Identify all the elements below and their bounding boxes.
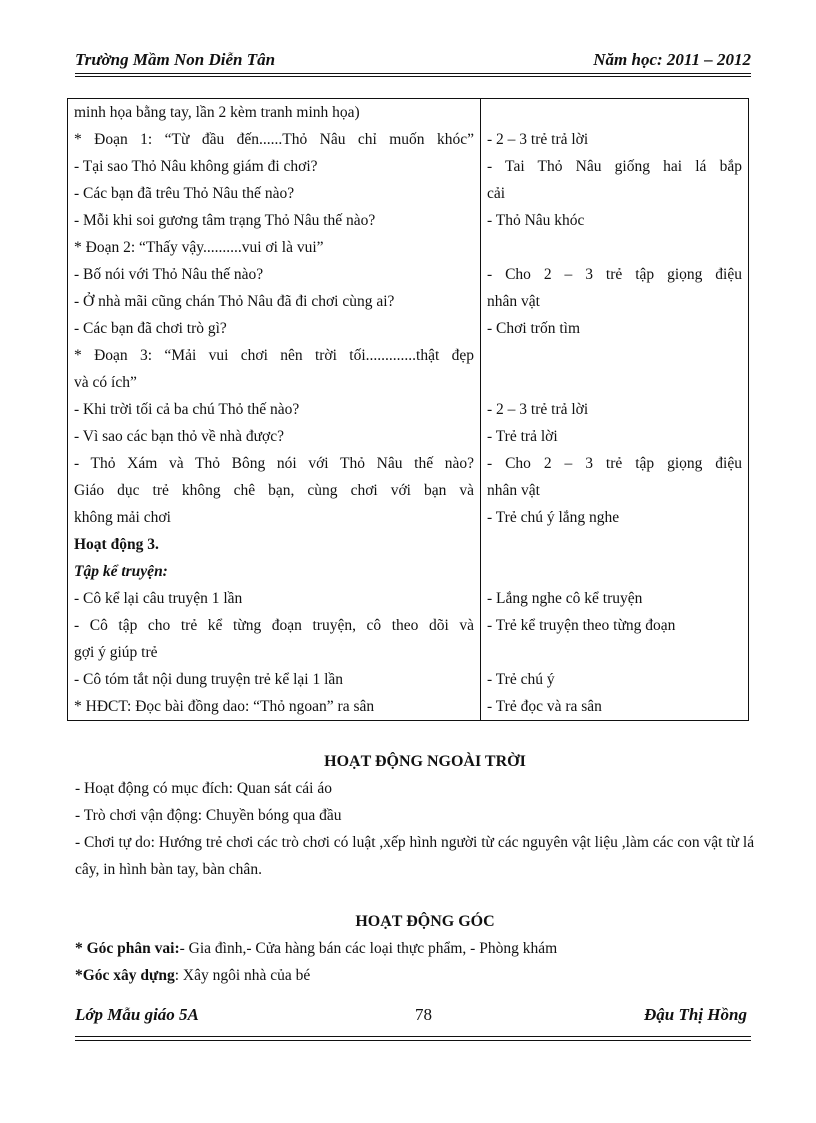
row-left-text: * Đoạn 3: “Mải vui chơi nên trời tối.............thật đẹp <box>74 347 474 364</box>
outdoor-line: - Trò chơi vận động: Chuyền bóng qua đầu <box>75 807 342 824</box>
row-left-cell <box>68 558 481 585</box>
row-right-text: - Cho 2 – 3 trẻ tập giọng điệu <box>487 455 742 472</box>
row-right-text: cải <box>487 185 506 202</box>
row-right-cell <box>481 666 749 693</box>
row-right-cell <box>481 153 749 180</box>
row-right-cell <box>481 585 749 612</box>
row-right-cell <box>481 612 749 639</box>
row-left-cell <box>68 396 481 423</box>
table-row <box>68 477 749 504</box>
row-left-cell <box>68 153 481 180</box>
table-row <box>68 207 749 234</box>
corner-label: * Góc phân vai: <box>75 940 180 957</box>
row-left-cell <box>68 477 481 504</box>
page-footer <box>75 1005 747 1029</box>
row-left-cell <box>68 612 481 639</box>
corner-title: HOẠT ĐỘNG GÓC <box>355 913 495 930</box>
outdoor-title: HOẠT ĐỘNG NGOÀI TRỜI <box>324 753 526 770</box>
row-right-text: - Trẻ trả lời <box>487 428 558 445</box>
row-left-text: - Tại sao Thỏ Nâu không giám đi chơi? <box>74 158 318 175</box>
row-left-text: và có ích” <box>74 374 137 391</box>
table-row <box>68 153 749 180</box>
row-left-text: - Vì sao các bạn thỏ về nhà được? <box>74 428 284 445</box>
table-row <box>68 315 749 342</box>
row-left-cell <box>68 666 481 693</box>
row-right-cell <box>481 558 749 585</box>
row-right-text: - Trẻ kể truyện theo từng đoạn <box>487 617 676 634</box>
table-row <box>68 639 749 666</box>
row-left-text: - Bố nói với Thỏ Nâu thế nào? <box>74 266 264 283</box>
table-row <box>68 126 749 153</box>
row-right-cell <box>481 288 749 315</box>
row-right-cell <box>481 315 749 342</box>
corner-text: : Xây ngôi nhà của bé <box>174 967 311 984</box>
header-rule <box>75 73 751 74</box>
outdoor-section <box>75 748 775 883</box>
row-right-cell <box>481 639 749 666</box>
row-left-text: * HĐCT: Đọc bài đồng dao: “Thỏ ngoan” ra sân <box>74 698 375 715</box>
outdoor-line: - Hoạt động có mục đích: Quan sát cái áo <box>75 780 332 797</box>
row-left-cell <box>68 342 481 369</box>
row-right-cell <box>481 693 749 721</box>
row-right-text: - Trẻ chú ý lắng nghe <box>487 509 620 526</box>
row-left-text: gợi ý giúp trẻ <box>74 644 158 661</box>
row-left-cell <box>68 450 481 477</box>
row-left-text: - Các bạn đã trêu Thỏ Nâu thế nào? <box>74 185 295 202</box>
row-right-text: - 2 – 3 trẻ trả lời <box>487 131 589 148</box>
corner-label: *Góc xây dựng <box>75 967 175 984</box>
row-left-cell <box>68 261 481 288</box>
table-row <box>68 666 749 693</box>
row-left-text: * Đoạn 1: “Từ đầu đến......Thỏ Nâu chỉ muốn khóc” <box>74 131 474 148</box>
table-row <box>68 261 749 288</box>
row-right-cell <box>481 450 749 477</box>
row-right-text: nhân vật <box>487 293 540 310</box>
row-left-text: - Cô tập cho trẻ kể từng đoạn truyện, cô theo dõi và <box>74 617 474 634</box>
footer-class: Lớp Mẫu giáo 5A <box>75 1005 199 1024</box>
table-row <box>68 693 749 721</box>
table-row <box>68 504 749 531</box>
row-right-cell <box>481 369 749 396</box>
table-row <box>68 585 749 612</box>
row-left-text: * Đoạn 2: “Thấy vậy..........vui ơi là vui” <box>74 239 324 256</box>
row-right-cell <box>481 342 749 369</box>
lesson-table <box>67 98 749 721</box>
row-right-text: - Thỏ Nâu khóc <box>487 212 585 229</box>
school-name: Trường Mầm Non Diễn Tân <box>75 50 276 69</box>
table-row <box>68 288 749 315</box>
table-row <box>68 342 749 369</box>
row-right-text: nhân vật <box>487 482 540 499</box>
row-right-cell <box>481 180 749 207</box>
school-year: Năm học: 2011 – 2012 <box>593 50 751 69</box>
outdoor-line: - Chơi tự do: Hướng trẻ chơi các trò chơi có luật ,xếp hình người từ các nguyên vật liệu ,làm các con vật từ lá cây, in hình bàn tay, bàn chân. <box>75 834 755 878</box>
row-right-text: - Lắng nghe cô kể truyện <box>487 590 643 607</box>
row-left-text: - Cô kể lại câu truyện 1 lần <box>74 590 243 607</box>
table-row <box>68 423 749 450</box>
row-left-cell <box>68 585 481 612</box>
row-right-text: - 2 – 3 trẻ trả lời <box>487 401 589 418</box>
row-right-cell <box>481 531 749 558</box>
row-right-cell <box>481 126 749 153</box>
row-right-text: - Trẻ đọc và ra sân <box>487 698 602 715</box>
row-left-cell <box>68 315 481 342</box>
row-left-cell <box>68 180 481 207</box>
row-left-text: Tập kể truyện: <box>74 563 168 580</box>
page-number: 78 <box>415 1005 432 1024</box>
row-left-cell <box>68 531 481 558</box>
row-left-cell <box>68 126 481 153</box>
row-right-cell <box>481 234 749 261</box>
corner-text: - Gia đình,- Cửa hàng bán các loại thực phẩm, - Phòng khám <box>179 940 558 957</box>
table-row <box>68 531 749 558</box>
corner-item-role <box>75 935 775 962</box>
page-header <box>75 50 751 72</box>
footer-author: Đậu Thị Hồng <box>644 1005 747 1024</box>
row-left-text: Giáo dục trẻ không chê bạn, cùng chơi với bạn và <box>74 482 474 499</box>
header-rule-2 <box>75 76 751 77</box>
row-left-text: minh họa bằng tay, lần 2 kèm tranh minh họa) <box>74 104 360 121</box>
row-right-text: - Chơi trốn tìm <box>487 320 581 337</box>
table-row <box>68 369 749 396</box>
row-left-text: Hoạt động 3. <box>74 536 159 553</box>
row-left-text: - Các bạn đã chơi trò gì? <box>74 320 227 337</box>
table-row <box>68 180 749 207</box>
row-right-text: - Tai Thỏ Nâu giống hai lá bắp <box>487 158 742 175</box>
row-left-cell <box>68 234 481 261</box>
row-left-text: - Cô tóm tắt nội dung truyện trẻ kể lại 1 lần <box>74 671 344 688</box>
row-right-text: - Trẻ chú ý <box>487 671 555 688</box>
row-right-cell <box>481 504 749 531</box>
row-left-cell <box>68 639 481 666</box>
row-right-text: - Cho 2 – 3 trẻ tập giọng điệu <box>487 266 742 283</box>
row-left-cell <box>68 99 481 127</box>
table-row <box>68 612 749 639</box>
row-left-text: - Khi trời tối cả ba chú Thỏ thế nào? <box>74 401 300 418</box>
row-right-cell <box>481 261 749 288</box>
row-right-cell <box>481 477 749 504</box>
row-left-cell <box>68 693 481 721</box>
row-left-text: - Ở nhà mãi cũng chán Thỏ Nâu đã đi chơi cùng ai? <box>74 293 395 310</box>
table-row <box>68 558 749 585</box>
row-left-text: không mải chơi <box>74 509 171 526</box>
row-right-cell <box>481 396 749 423</box>
row-left-cell <box>68 369 481 396</box>
table-row <box>68 99 749 127</box>
table-row <box>68 450 749 477</box>
table-row <box>68 234 749 261</box>
row-left-cell <box>68 423 481 450</box>
row-right-cell <box>481 423 749 450</box>
corner-section <box>75 908 775 989</box>
row-right-cell <box>481 207 749 234</box>
footer-rule <box>75 1036 751 1037</box>
row-left-text: - Thỏ Xám và Thỏ Bông nói với Thỏ Nâu thế nào? <box>74 455 474 472</box>
row-left-cell <box>68 504 481 531</box>
corner-item-build <box>75 962 775 989</box>
table-row <box>68 396 749 423</box>
footer-rule-2 <box>75 1040 751 1041</box>
row-left-cell <box>68 207 481 234</box>
row-left-text: - Mỗi khi soi gương tâm trạng Thỏ Nâu thế nào? <box>74 212 376 229</box>
row-left-cell <box>68 288 481 315</box>
row-right-cell <box>481 99 749 127</box>
